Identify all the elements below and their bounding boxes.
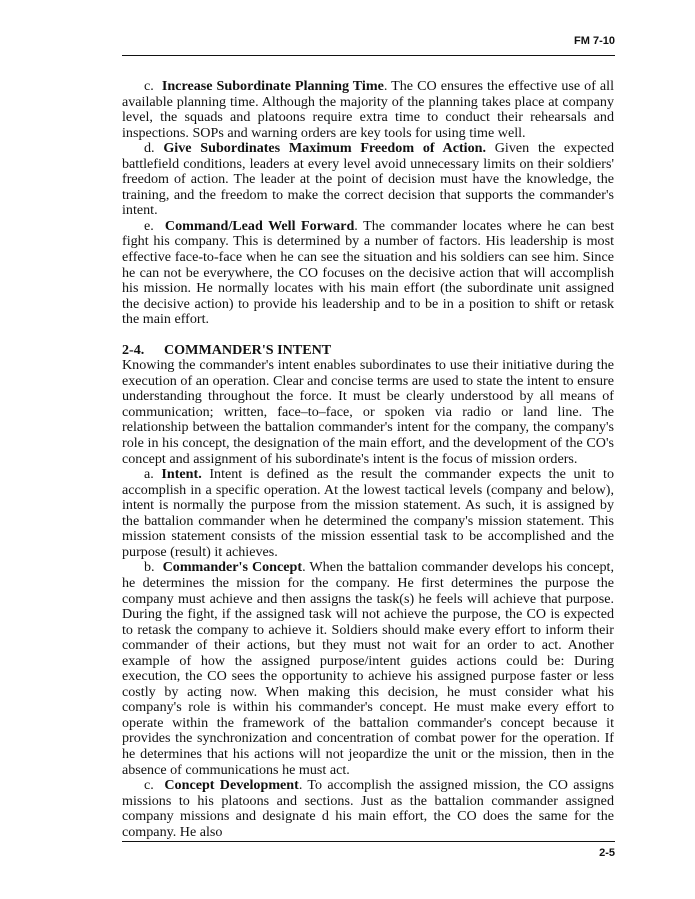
paragraph-e-lead-forward <box>122 219 614 328</box>
para-letter: c. <box>144 777 154 794</box>
para-letter: d. <box>144 140 155 157</box>
section-title: COMMANDER'S INTENT <box>164 341 332 358</box>
section-heading <box>122 343 614 359</box>
running-header: FM 7-10 <box>574 35 615 47</box>
para-text: . The CO ensures the effective use of all available planning time. Although the majority of the planning takes place at company level, the squads and platoons require extra time to conduct their rehearsals and inspections. SOPs and warning orders are key tools for using time well. <box>122 78 615 141</box>
paragraph-d-freedom-of-action <box>122 141 614 219</box>
para-letter: a. <box>144 466 154 483</box>
para-text: . The commander locates where he can best fight his company. This is determined by a number of factors. His leadership is most effective face-to-face when he can see the situation and his soldiers can see him. Since he can not be everywhere, the CO focuses on the decisive action that will accomplish his mission. He normally locates with his main effort (the subordinate unit assigned the decisive action) to provide his leadership and to be in a position to shift or retask the main effort. <box>122 217 615 328</box>
paragraph-c-planning-time <box>122 79 614 141</box>
page-number: 2-5 <box>599 847 615 859</box>
paragraph-a-intent <box>122 467 614 560</box>
para-title: Command/Lead Well Forward <box>164 217 355 234</box>
paragraph-c-concept-development <box>122 778 614 840</box>
section-intro: Knowing the commander's intent enables subordinates to use their initiative during the execution of an operation. Clear and concise terms are used to state the intent to ensure understanding throughout the force. It must be clearly understood by all means of communication; written, face–to–face, or spoken via radio or land line. The relationship between the battalion commander's intent for the company, the company's role in his concept, the designation of the main effort, and the development of the CO's concept and assignment of his subordinate's intent is the focus of mission orders. <box>122 357 614 467</box>
section-number: 2-4. <box>122 341 145 358</box>
body-text <box>122 79 614 840</box>
paragraph-b-commanders-concept <box>122 560 614 778</box>
para-text: Given the expected battlefield conditions, leaders at every level avoid unnecessary limits on their soldiers' freedom of action. The leader at the point of decision must have the knowledge, the training, and the freedom to make the correct decision that supports the commander's intent. <box>122 140 615 219</box>
para-letter: e. <box>144 217 154 234</box>
para-title: Increase Subordinate Planning Time <box>161 78 384 94</box>
para-title: Concept Development <box>164 777 299 794</box>
para-title: Commander's Concept <box>162 559 303 576</box>
header-rule <box>122 55 615 56</box>
para-letter: c. <box>144 78 154 94</box>
para-text: Intent is defined as the result the commander expects the unit to accomplish in a specific operation. At the lowest tactical levels (company and below), intent is normally the purpose from the mission statement. As such, it is assigned by the battalion commander when he determined the company's mission statement. This mission statement consists of the mission essential task to be accomplished and the purpose (result) it achieves. <box>122 466 614 560</box>
para-title: Give Subordinates Maximum Freedom of Action. <box>163 140 486 157</box>
para-text: . When the battalion commander develops his concept, he determines the mission for the company. He first determines the purpose the company must achieve and then assigns the task(s) he feels will achieve that purpose. During the fight, if the assigned task will not achieve the purpose, the CO is expected to retask the company to achieve it. Soldiers should make every effort to inform their commander of their actions, but they must not wait for an order to act. Another example of how the assigned purpose/intent guides actions could be: During execution, the CO sees the opportunity to achieve his assigned purpose faster or less costly by acting now. When making this decision, he must consider what his company's role is within his commander's concept. He must make every effort to operate within the framework of the battalion commander's concept because it provides the synchronization and concentration of combat power for the operation. If he determines that his actions will not jeopardize the unit or the mission, then in the absence of communications he must act. <box>122 559 614 778</box>
footer-rule <box>122 841 615 842</box>
para-text: . To accomplish the assigned mission, the CO assigns missions to his platoons and sections. Just as the battalion commander assigned company missions and designate d his main effort, the CO does the same for the company. He also <box>122 777 614 840</box>
para-title: Intent. <box>161 466 202 483</box>
para-letter: b. <box>144 559 155 576</box>
